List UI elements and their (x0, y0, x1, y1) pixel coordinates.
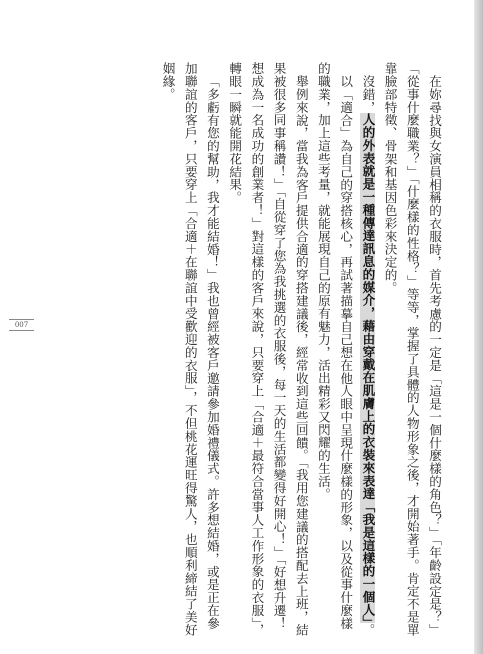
page-number: 007 (9, 319, 34, 331)
paragraph-1: 在妳尋找與女演員相稱的衣服時，首先考慮的一定是「這是一個什麼樣的角色？」「年齡設定是？」「從事什麼職業？」「什麼樣的性格？」等等，掌握了具體的人物形象之後，才開始著手。肯定不是單靠臉部特徵、骨架和基因色彩來決定的。 (382, 62, 442, 637)
paragraph-2-lead: 沒錯， (360, 74, 376, 114)
paragraph-2-end: 。 (360, 623, 376, 636)
body-text (156, 62, 445, 637)
highlighted-statement: 人的外表就是一種傳達訊息的媒介，藉由穿戴在肌膚上的衣裝來表達「我是這樣的一個人」 (360, 113, 376, 623)
paragraph-5: 「多虧有您的幫助，我才能結婚！」我也曾經被客戶邀請參加婚禮儀式。許多想結婚，或是正在參加聯誼的客戶，只要穿上「合適＋在聯誼中受歡迎的衣服」，不但桃花運旺得驚人，也順利締結了美好姻緣。 (160, 62, 220, 637)
page-gutter-shadow (474, 0, 483, 654)
paragraph-4: 舉例來說，當我為客戶提供合適的穿搭建議後，經常收到這些回饋。「我用您建議的搭配去上班，結果被很多同事稱讚！」「自從穿了您為我挑選的衣服後，每一天的生活都變得好開心！」「好想升遷！想成為一名成功的創業者！」對這樣的客戶來說，只要穿上「合適＋最符合當事人工作形象的衣服」，轉眼一瞬就能開花結果。 (227, 62, 309, 637)
paragraph-2 (356, 62, 378, 637)
paragraph-3: 以「適合」為自己的穿搭核心，再試著描摹自己想在他人眼中呈現什麼樣的形象，以及從事什麼樣的職業，加上這些考量，就能展現自己的原有魅力，活出精彩又閃耀的生活。 (315, 62, 354, 630)
